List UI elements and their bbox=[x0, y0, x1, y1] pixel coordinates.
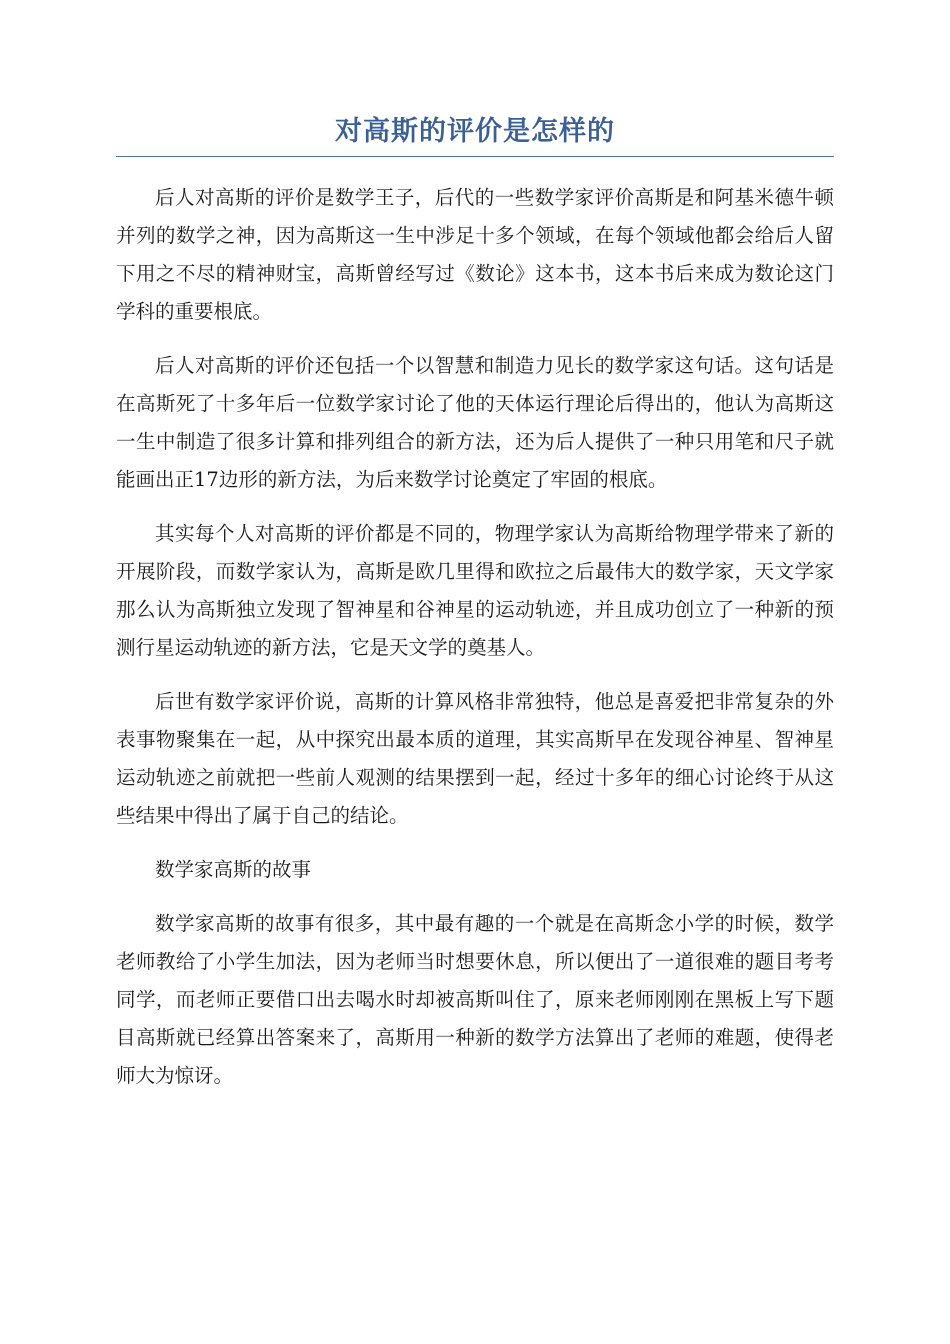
document-page bbox=[116, 110, 834, 1111]
paragraph-1: 后人对高斯的评价是数学王子，后代的一些数学家评价高斯是和阿基米德牛顿并列的数学之神，因为高斯这一生中涉足十多个领域，在每个领域他都会给后人留下用之不尽的精神财宝，高斯曾经写过《数论》这本书，这本书后来成为数论这门学科的重要根底。 bbox=[116, 186, 834, 323]
story-paragraph: 数学家高斯的故事有很多，其中最有趣的一个就是在高斯念小学的时候，数学老师教给了小学生加法，因为老师当时想要休息，所以便出了一道很难的题目考考同学，而老师正要借口出去喝水时却被高斯叫住了，原来老师刚刚在黑板上写下题目高斯就已经算出答案来了，高斯用一种新的数学方法算出了老师的难题，使得老师大为惊讶。 bbox=[116, 912, 834, 1087]
paragraph-3: 其实每个人对高斯的评价都是不同的，物理学家认为高斯给物理学带来了新的开展阶段，而数学家认为，高斯是欧几里得和欧拉之后最伟大的数学家，天文学家那么认为高斯独立发现了智神星和谷神星的运动轨迹，并且成功创立了一种新的预测行星运动轨迹的新方法，它是天文学的奠基人。 bbox=[116, 522, 834, 659]
section-subheading: 数学家高斯的故事 bbox=[155, 858, 312, 881]
title-underline bbox=[116, 156, 834, 157]
page-title: 对高斯的评价是怎样的 bbox=[335, 116, 615, 147]
document-body bbox=[116, 179, 834, 1095]
paragraph-4: 后世有数学家评价说，高斯的计算风格非常独特，他总是喜爱把非常复杂的外表事物聚集在一起，从中探究出最本质的道理，其实高斯早在发现谷神星、智神星运动轨迹之前就把一些前人观测的结果摆到一起，经过十多年的细心讨论终于从这些结果中得出了属于自己的结论。 bbox=[116, 690, 834, 827]
paragraph-2: 后人对高斯的评价还包括一个以智慧和制造力见长的数学家这句话。这句话是在高斯死了十多年后一位数学家讨论了他的天体运行理论后得出的，他认为高斯这一生中制造了很多计算和排列组合的新方法，还为后人提供了一种只用笔和尺子就能画出正17边形的新方法，为后来数学讨论奠定了牢固的根底。 bbox=[116, 354, 834, 491]
